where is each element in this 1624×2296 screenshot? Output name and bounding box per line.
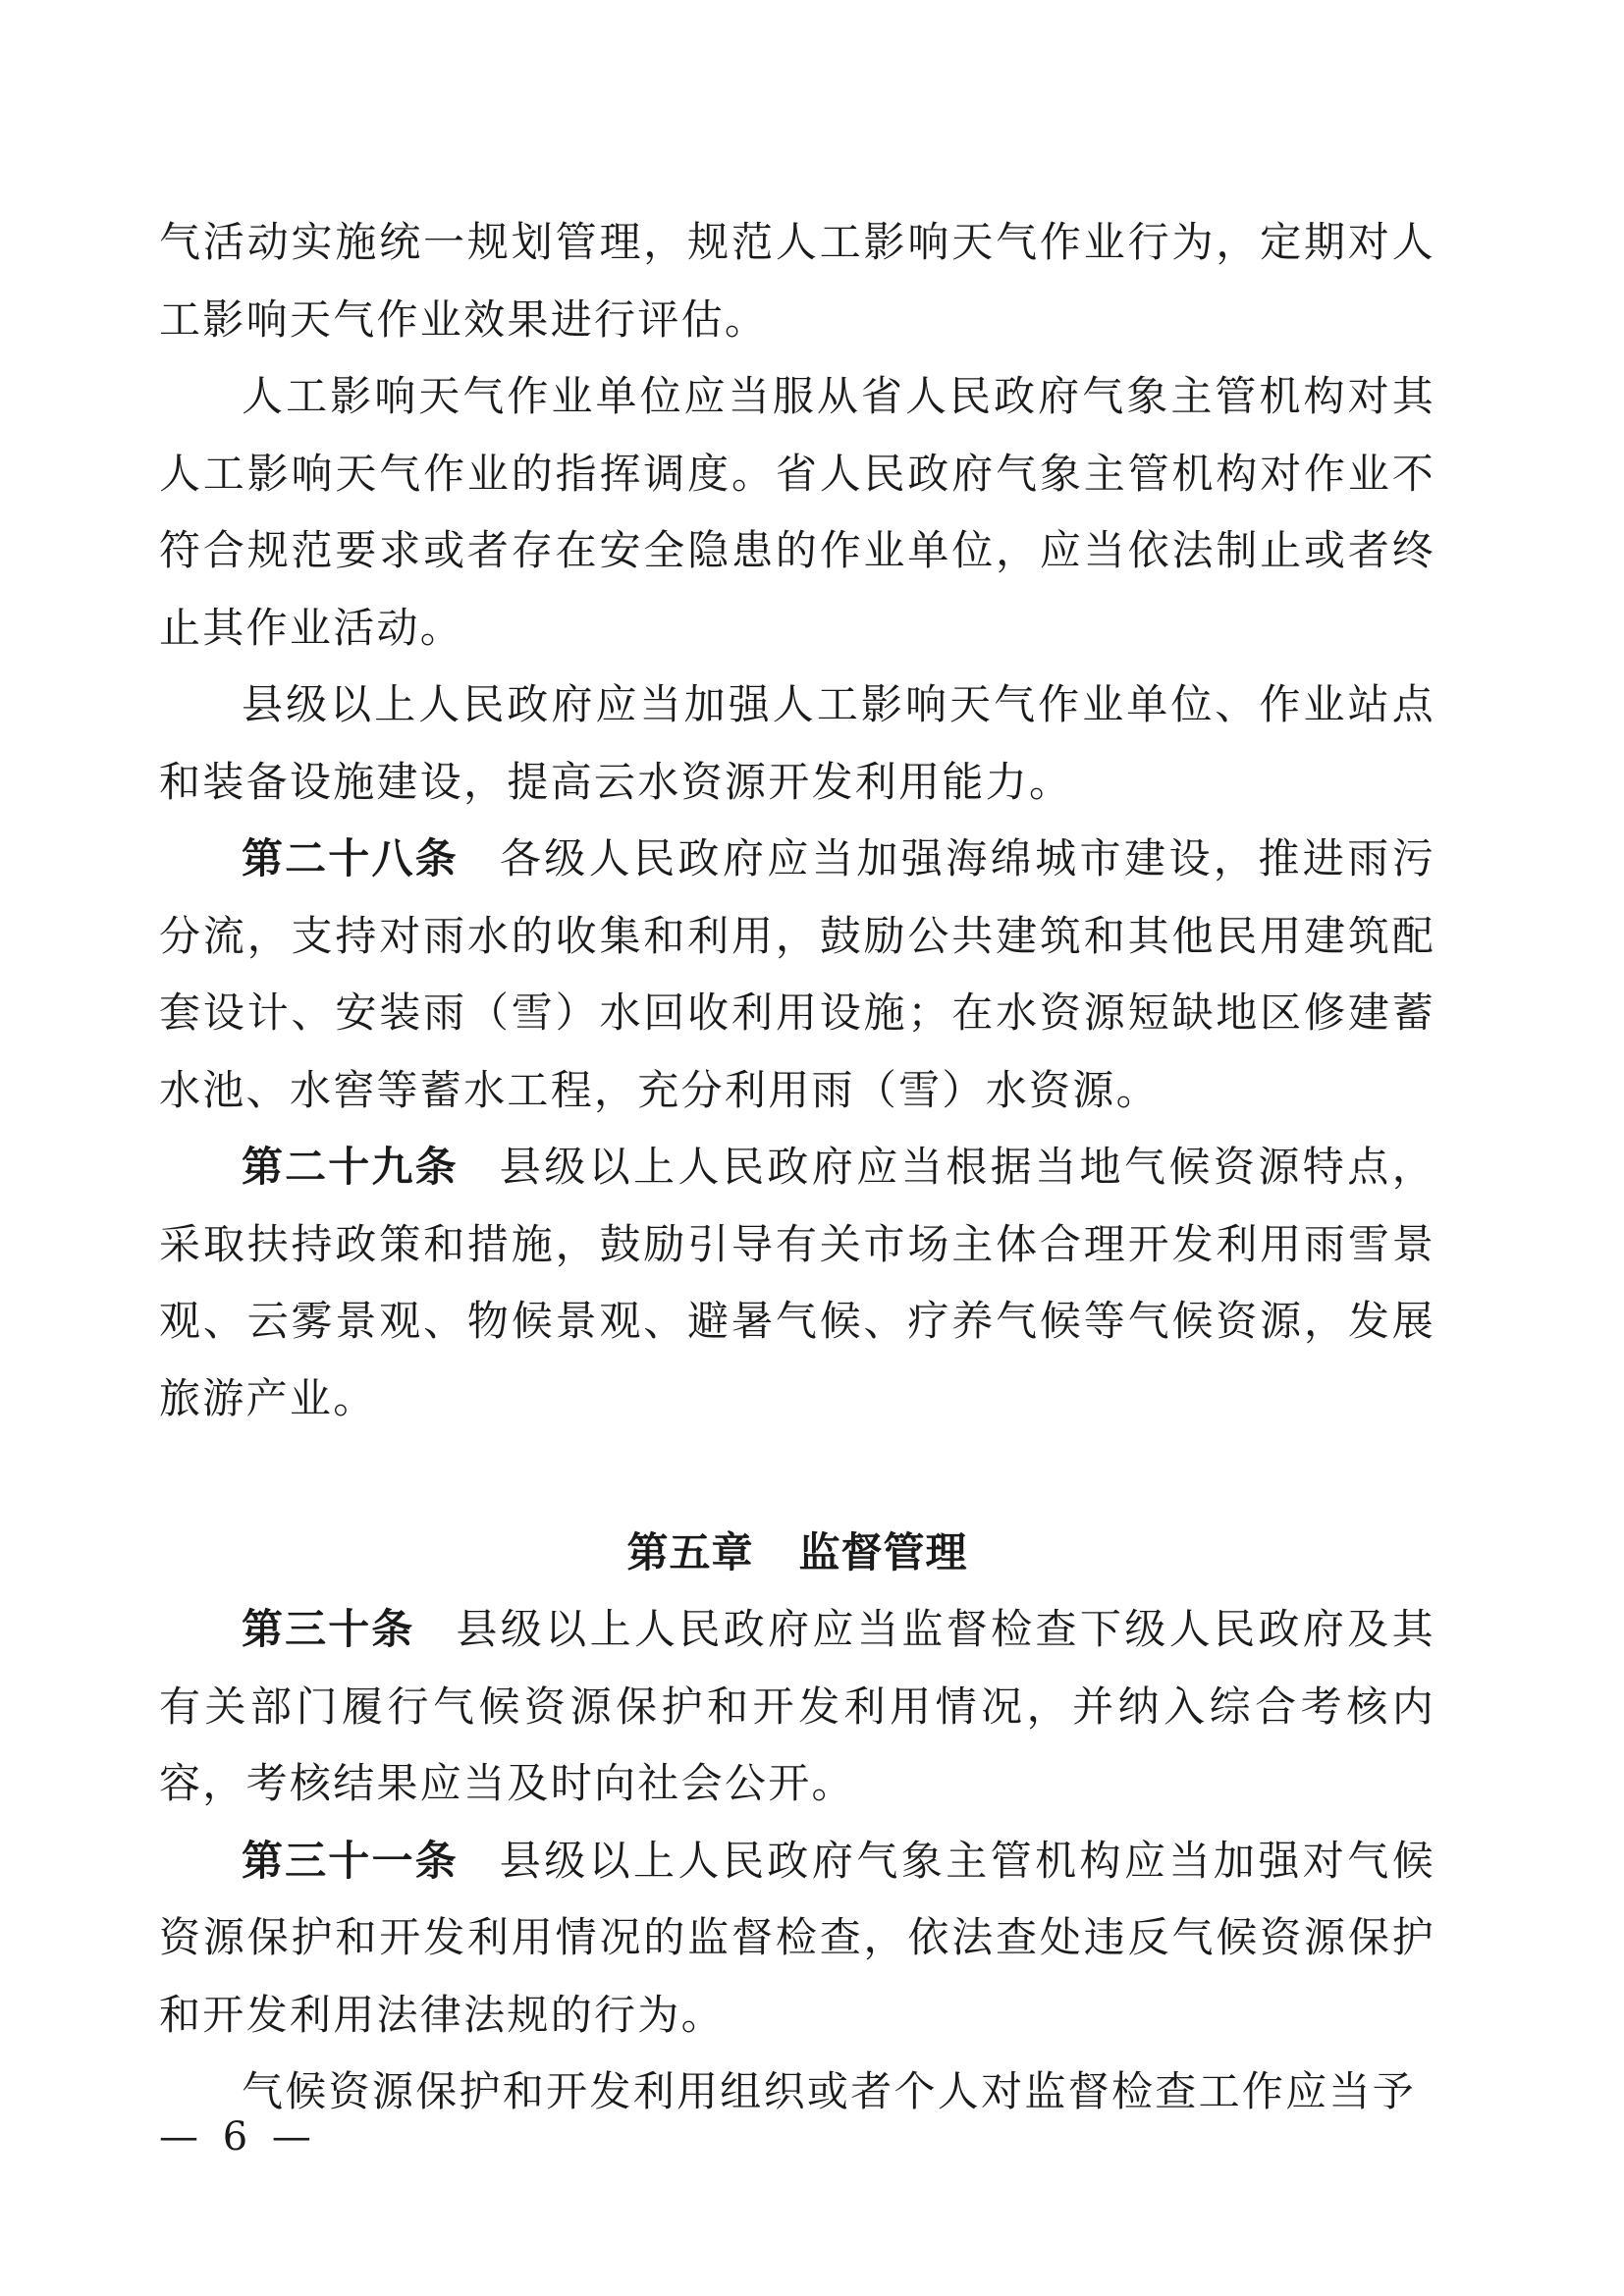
article-31 xyxy=(159,1823,1435,2055)
article-number: 第二十八条 xyxy=(242,834,459,882)
article-text: 县级以上人民政府应当监督检查下级人民政府及其有关部门履行气候资源保护和开发利用情况，并纳入综合考核内容，考核结果应当及时向社会公开。 xyxy=(159,1605,1435,1807)
article-text: 县级以上人民政府气象主管机构应当加强对气候资源保护和开发利用情况的监督检查，依法查处违反气候资源保护和开发利用法律法规的行为。 xyxy=(159,1836,1435,2039)
article-number: 第二十九条 xyxy=(242,1143,459,1191)
article-number: 第三十条 xyxy=(242,1605,415,1653)
paragraph-text: 气候资源保护和开发利用组织或者个人对监督检查工作应当予 xyxy=(242,2067,1417,2115)
page-number: — 6 — xyxy=(159,2114,317,2160)
section-gap xyxy=(159,1437,1435,1515)
chapter-heading xyxy=(159,1515,1435,1592)
article-30 xyxy=(159,1591,1435,1823)
chapter-title: 监督管理 xyxy=(798,1527,968,1576)
document-body xyxy=(159,204,1435,2131)
article-text: 各级人民政府应当加强海绵城市建设，推进雨污分流，支持对雨水的收集和利用，鼓励公共建筑和其他民用建筑配套设计、安装雨（雪）水回收利用设施；在水资源短缺地区修建蓄水池、水窖等蓄水工程，充分利用雨（雪）水资源。 xyxy=(159,834,1435,1114)
article-28 xyxy=(159,821,1435,1129)
paragraph-text: 县级以上人民政府应当加强人工影响天气作业单位、作业站点和装备设施建设，提高云水资源开发利用能力。 xyxy=(159,680,1435,806)
article-number: 第三十一条 xyxy=(242,1836,459,1885)
paragraph xyxy=(159,2054,1435,2131)
paragraph-text: 人工影响天气作业单位应当服从省人民政府气象主管机构对其人工影响天气作业的指挥调度。省人民政府气象主管机构对作业不符合规范要求或者存在安全隐患的作业单位，应当依法制止或者终止其作业活动。 xyxy=(159,372,1435,652)
article-29 xyxy=(159,1129,1435,1437)
chapter-number: 第五章 xyxy=(626,1527,754,1576)
article-text: 县级以上人民政府应当根据当地气候资源特点，采取扶持政策和措施，鼓励引导有关市场主体合理开发利用雨雪景观、云雾景观、物候景观、避暑气候、疗养气候等气候资源，发展旅游产业。 xyxy=(159,1143,1435,1422)
paragraph-text: 气活动实施统一规划管理，规范人工影响天气作业行为，定期对人工影响天气作业效果进行评估。 xyxy=(159,218,1435,344)
paragraph xyxy=(159,358,1435,667)
paragraph xyxy=(159,204,1435,358)
paragraph xyxy=(159,667,1435,821)
